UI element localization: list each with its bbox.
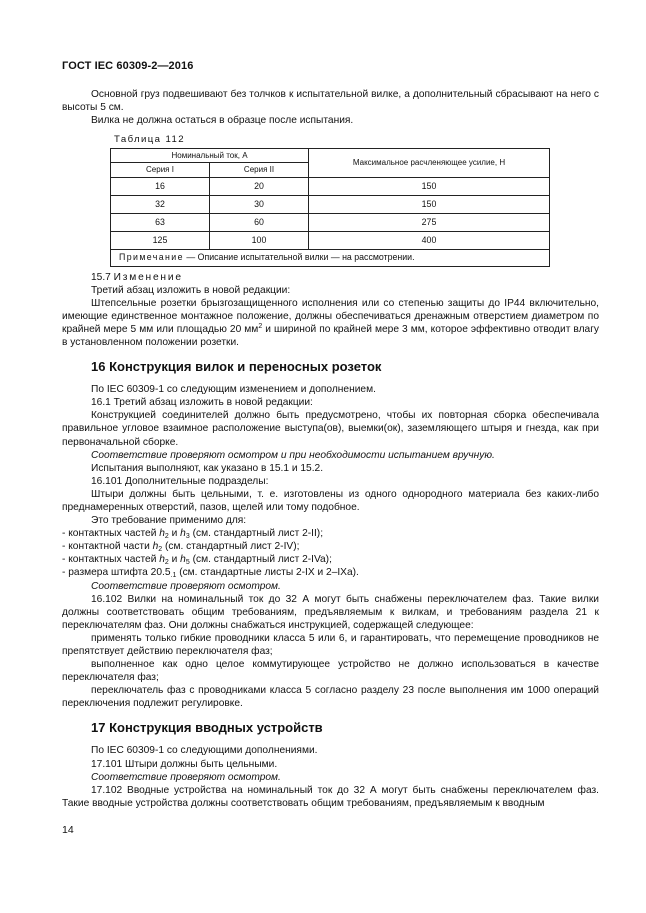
table-cell: 30: [210, 195, 309, 213]
text-span: и: [168, 528, 181, 540]
table-row: [111, 231, 550, 249]
text-span: (см. стандартные листы 2-IX и 2–IXa).: [176, 567, 359, 579]
table-cell: 63: [111, 213, 210, 231]
table-header-force: Максимальное расчленяющее усилие, Н: [309, 149, 550, 177]
text-span: Штепсельные розетки брызгозащищенного исполнения или со степенью защиты до IP44 включительно, имеющие единственное монтажное положение, должны обеспечиваться дренажным отверстием диаметром по крайней мере 5 мм или площадью 20 мм: [62, 297, 599, 335]
text-span: h: [180, 528, 186, 540]
table-note: [111, 249, 550, 266]
text-span: (см. стандартный лист 2-II);: [189, 528, 324, 540]
text-span: (см. стандартный лист 2-IVa);: [189, 554, 332, 566]
table-cell: 100: [210, 231, 309, 249]
s16-paragraph-7: Штыри должны быть цельными, т. е. изготовлены из одного однородного материала без каких-либо преднамеренных отверстий, пазов, щелей или тому подобное.: [62, 488, 599, 513]
table-row: [111, 177, 550, 195]
section-number: 15.7: [91, 271, 114, 283]
subscript: 2: [158, 546, 163, 554]
text-span: h: [159, 554, 165, 566]
s16-paragraph-3: Конструкцией соединителей должно быть предусмотрено, чтобы их повторная сборка обеспечивала правильное угловое взаимное расположение выступа(ов), выемки(ок), заземляющего штыря и гнезда, как при первоначальной сборке.: [62, 410, 599, 448]
text-span: (см. стандартный лист 2-IV);: [162, 541, 300, 553]
s15-7-paragraph-1: Третий абзац изложить в новой редакции:: [91, 284, 291, 296]
s15-7-paragraph-2: [62, 297, 599, 349]
table-header-series-2: Серия II: [210, 163, 309, 177]
s17-paragraph-4: 17.102 Вводные устройства на номинальный ток до 32 А могут быть снабжены переключателем фаз. Такие вводные устройства должны соответствовать общим требованиям, предъявляемым к вводным: [62, 784, 599, 809]
section-15-7-title: [62, 271, 599, 284]
text-span: - размера штифта 20.5: [62, 567, 171, 579]
text-span: и: [168, 554, 181, 566]
s17-paragraph-2: 17.101 Штыри должны быть цельными.: [91, 758, 278, 770]
s16-paragraph-5: Испытания выполняют, как указано в 15.1 и 15.2.: [91, 462, 324, 474]
intro-paragraph-2: Вилка не должна остаться в образце после испытания.: [91, 115, 354, 127]
s16-paragraph-13: переключатель фаз с проводниками класса 5 согласно разделу 23 после выполнения им 1000 операций переключения подлежит регулировке.: [62, 685, 599, 710]
list-item: [62, 527, 599, 540]
table-row: [111, 195, 550, 213]
subscript: 2: [164, 559, 169, 567]
superscript: 2: [258, 322, 263, 330]
table-note-text: — Описание испытательной вилки — на рассмотрении.: [183, 252, 415, 263]
table-caption: Таблица 112: [114, 134, 185, 146]
text-span: - контактных частей: [62, 528, 160, 540]
s17-compliance-1: Соответствие проверяют осмотром.: [91, 771, 281, 783]
table-header-group: Номинальный ток, А: [111, 149, 309, 163]
text-span: h: [152, 541, 159, 553]
intro-paragraph-1: Основной груз подвешивают без толчков к испытательной вилке, а дополнительный сбрасывают на него с высоты 5 см.: [62, 89, 599, 114]
s16-paragraph-10: 16.102 Вилки на номинальный ток до 32 А могут быть снабжены переключателем фаз. Такие вилки должны соответствовать общим требованиям, предъявляемым к вилкам, и требованиям раздела 21 к переключателям фаз. Они должны снабжаться инструкцией, содержащей следующее:: [62, 593, 599, 631]
s16-paragraph-8: Это требование применимо для:: [91, 515, 247, 527]
table-cell: 125: [111, 231, 210, 249]
page-number: 14: [62, 824, 74, 836]
section-16-heading: 16 Конструкция вилок и переносных розеток: [91, 359, 382, 375]
text-span: - контактных частей: [62, 554, 160, 566]
table-112: [110, 148, 550, 266]
list-item: [62, 540, 599, 553]
document-header: ГОСТ IEC 60309-2—2016: [62, 60, 194, 72]
s16-paragraph-1: По IEC 60309-1 со следующим изменением и дополнением.: [91, 384, 376, 396]
subscript: 5: [185, 559, 190, 567]
table-cell: 20: [210, 177, 309, 195]
s16-compliance-2: Соответствие проверяют осмотром.: [91, 580, 281, 592]
s16-compliance-1: Соответствие проверяют осмотром и при необходимости испытанием вручную.: [91, 449, 495, 461]
page-content: [62, 88, 599, 810]
section-17-heading: 17 Конструкция вводных устройств: [91, 720, 323, 736]
table-note-label: Примечание: [119, 252, 184, 263]
table-row: [111, 213, 550, 231]
s17-paragraph-1: По IEC 60309-1 со следующими дополнениями.: [91, 745, 318, 757]
s16-paragraph-11: применять только гибкие проводники класса 5 или 6, и гарантировать, что перемещение проводников не препятствует действию переключателя фаз;: [62, 632, 599, 657]
table-cell: 275: [309, 213, 550, 231]
text-span: h: [180, 554, 186, 566]
list-item: [62, 566, 599, 579]
table-cell: 60: [210, 213, 309, 231]
table-cell: 16: [111, 177, 210, 195]
table-cell: 150: [309, 195, 550, 213]
s16-paragraph-2: 16.1 Третий абзац изложить в новой редакции:: [91, 397, 313, 409]
text-span: h: [159, 528, 165, 540]
table-cell: 32: [111, 195, 210, 213]
subscript: 2: [164, 533, 169, 541]
text-span: - контактной части: [62, 541, 153, 553]
subscript: 3: [185, 533, 190, 541]
table-header-series-1: Серия I: [111, 163, 210, 177]
s16-paragraph-12: выполненное как одно целое коммутирующее устройство не должно использоваться в качестве переключателя фаз;: [62, 659, 599, 684]
table-cell: 400: [309, 231, 550, 249]
section-title: Изменение: [113, 271, 183, 283]
table-cell: 150: [309, 177, 550, 195]
s16-paragraph-6: 16.101 Дополнительные подразделы:: [91, 475, 269, 487]
text-span: и шириной по крайней мере 3 мм, которое эффективно отводит влагу в установленном положении розетки.: [62, 323, 599, 349]
list-item: [62, 553, 599, 566]
subscript: .1: [170, 572, 177, 580]
